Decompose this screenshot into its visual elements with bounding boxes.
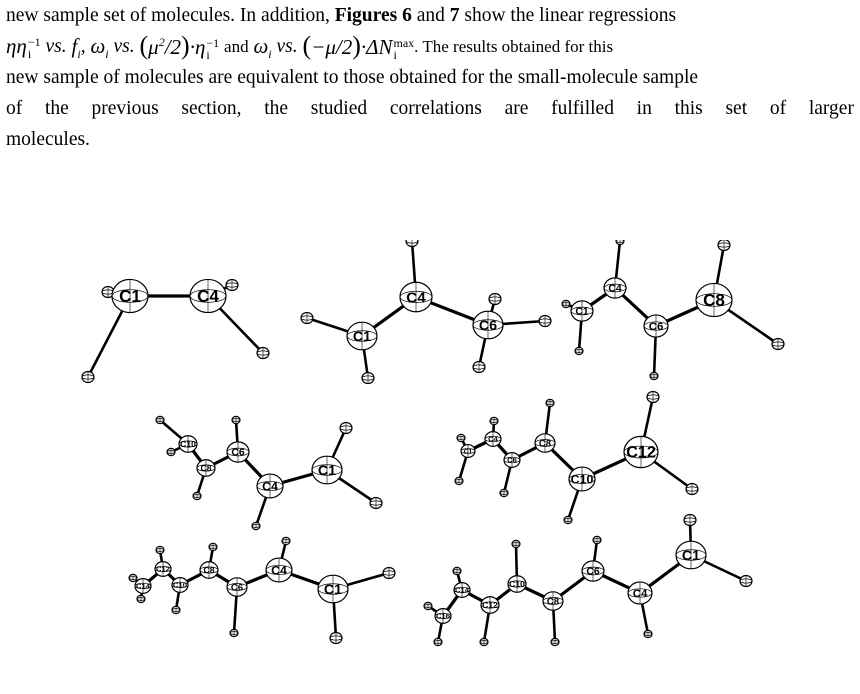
atom-label: C12: [626, 443, 656, 462]
atom-label: C16: [436, 611, 450, 621]
atom-label: C1: [317, 462, 337, 479]
atom-label: C10: [173, 580, 187, 590]
hydrogen-atom: [129, 574, 137, 581]
text-run: molecules.: [6, 129, 90, 150]
atom-label: C1: [681, 547, 701, 564]
math-omega-i: $\omega_i$: [90, 34, 109, 62]
hydrogen-atom: [644, 630, 652, 637]
text-word: in: [636, 98, 652, 119]
hydrogen-atom: [684, 514, 696, 525]
hydrogen-atom: [434, 638, 442, 645]
figure-ref-7[interactable]: 7: [449, 5, 460, 26]
atom-label: C6: [507, 455, 517, 465]
text-run: new sample set of molecules. In addition,: [6, 5, 330, 26]
hydrogen-atom: [383, 567, 395, 578]
atom-label: C1: [352, 328, 372, 345]
hydrogen-atom: [772, 338, 784, 349]
math-mu-squared: $(\mu^2/2)\cdot\eta$ −1 i: [139, 31, 220, 63]
atom-label: C6: [478, 317, 498, 334]
hydrogen-atom: [453, 567, 461, 574]
text-run: and: [224, 37, 249, 56]
hydrogen-atom: [282, 537, 290, 544]
hydrogen-atom: [301, 312, 313, 323]
text-run: vs.: [45, 36, 67, 57]
text-line-1: [6, 0, 854, 31]
hydrogen-atom: [593, 536, 601, 543]
hydrogen-atom: [512, 540, 520, 547]
atom-label: C8: [546, 596, 560, 608]
hydrogen-atom: [156, 416, 164, 423]
hydrogen-atom: [616, 240, 624, 245]
hydrogen-atom: [193, 492, 201, 499]
body-paragraph: [6, 0, 854, 155]
molecule-5: [455, 391, 698, 523]
text-run: . The results obtained for this: [414, 37, 614, 56]
hydrogen-atom: [330, 632, 342, 643]
molecule-4: [156, 416, 382, 529]
text-word: of: [769, 98, 787, 119]
atom-label: C1: [323, 581, 343, 598]
figure-ref-6[interactable]: Figures 6: [334, 5, 412, 26]
atom-label: C4: [197, 286, 219, 306]
text-word: previous: [91, 98, 159, 119]
hydrogen-atom: [230, 629, 238, 636]
math-f-i: $f_i$: [71, 34, 81, 62]
atom-label: C10: [180, 438, 196, 449]
hydrogen-atom: [650, 372, 658, 379]
atom-label: C4: [632, 587, 648, 600]
hydrogen-atom: [257, 347, 269, 358]
hydrogen-atom: [546, 399, 554, 406]
molecule-2: [301, 240, 551, 384]
text-word: the: [264, 98, 289, 119]
molecule-3: [562, 240, 784, 380]
hydrogen-atom: [455, 477, 463, 484]
molecular-structures-figure: [0, 240, 860, 694]
text-line-4: [6, 93, 854, 124]
text-run: vs.: [276, 36, 298, 57]
hydrogen-atom: [647, 391, 659, 402]
hydrogen-atom: [406, 240, 418, 247]
hydrogen-atom: [167, 448, 175, 455]
hydrogen-atom: [457, 434, 465, 441]
text-line-5: [6, 124, 854, 155]
atom-label: C10: [509, 578, 525, 589]
hydrogen-atom: [172, 606, 180, 613]
atom-label: C1: [463, 448, 473, 456]
atom-label: C8: [703, 290, 725, 310]
hydrogen-atom: [539, 315, 551, 326]
hydrogen-atom: [473, 361, 485, 372]
atom-label: C4: [262, 479, 278, 494]
text-run: vs.: [113, 36, 135, 57]
hydrogen-atom: [156, 546, 164, 553]
hydrogen-atom: [490, 417, 498, 424]
atom-label: C1: [119, 286, 141, 306]
text-word: larger: [808, 98, 854, 119]
atom-label: C4: [488, 434, 498, 444]
atom-label: C6: [230, 582, 244, 594]
atom-label: C6: [648, 320, 664, 333]
atom-label: C4: [608, 283, 622, 295]
hydrogen-atom: [82, 371, 94, 382]
hydrogen-atom: [480, 638, 488, 645]
text-line-2-math: ηη −1 i vs. $f_i$ , $\omega_i$ vs. $(\mu^2/2)\cdot\eta$ −1 i and $\omega_i$ vs. (−μ/2)·ΔN max i . The results obtained for this: [6, 31, 614, 63]
molecule-1: [82, 279, 269, 382]
text-word: correlations: [389, 98, 482, 119]
atom-label: C1: [575, 306, 589, 318]
text-run: new sample of molecules are equivalent to those obtained for the small-molecule sample: [6, 67, 699, 88]
math-omega-i-2: $\omega_i$: [253, 34, 272, 62]
atom-label: C10: [570, 472, 594, 487]
text-word: this: [674, 98, 703, 119]
atom-label: C4: [406, 289, 426, 307]
hydrogen-atom: [718, 240, 730, 251]
atom-label: C4: [271, 563, 287, 578]
hydrogen-atom: [424, 602, 432, 609]
atom-label: C12: [482, 599, 498, 610]
hydrogen-atom: [370, 497, 382, 508]
atom-label: C6: [586, 566, 600, 578]
text-run: show the linear regressions: [464, 5, 677, 26]
hydrogen-atom: [137, 595, 145, 602]
hydrogen-atom: [564, 516, 572, 523]
math-eta-ratio: ηη −1 i: [6, 34, 41, 62]
math-mu-deltaN: (−μ/2)·ΔN max i: [302, 31, 415, 63]
atom-label: C6: [231, 447, 245, 459]
text-word: set: [725, 98, 748, 119]
hydrogen-atom: [252, 522, 260, 529]
text-word: are: [504, 98, 529, 119]
hydrogen-atom: [686, 483, 698, 494]
hydrogen-atom: [562, 300, 570, 307]
text-line-3: [6, 62, 854, 93]
atom-label: C12: [156, 564, 170, 574]
atom-label: C14: [136, 581, 150, 591]
atom-label: C8: [200, 462, 212, 473]
hydrogen-atom: [209, 543, 217, 550]
hydrogen-atom: [340, 422, 352, 433]
atom-label: C14: [455, 585, 469, 595]
atom-label: C8: [203, 564, 215, 575]
text-word: of: [6, 98, 23, 119]
text-word: section,: [181, 98, 242, 119]
text-word: fulfilled: [551, 98, 614, 119]
hydrogen-atom: [489, 293, 501, 304]
text-word: the: [44, 98, 69, 119]
text-run: and: [416, 5, 445, 26]
text-word: studied: [310, 98, 368, 119]
hydrogen-atom: [740, 575, 752, 586]
hydrogen-atom: [551, 638, 559, 645]
hydrogen-atom: [575, 347, 583, 354]
atom-label: C8: [538, 438, 552, 450]
molecule-6: [129, 537, 395, 643]
hydrogen-atom: [362, 372, 374, 383]
hydrogen-atom: [232, 416, 240, 423]
hydrogen-atom: [500, 489, 508, 496]
hydrogen-atom: [226, 279, 238, 290]
molecule-7: [424, 514, 752, 645]
